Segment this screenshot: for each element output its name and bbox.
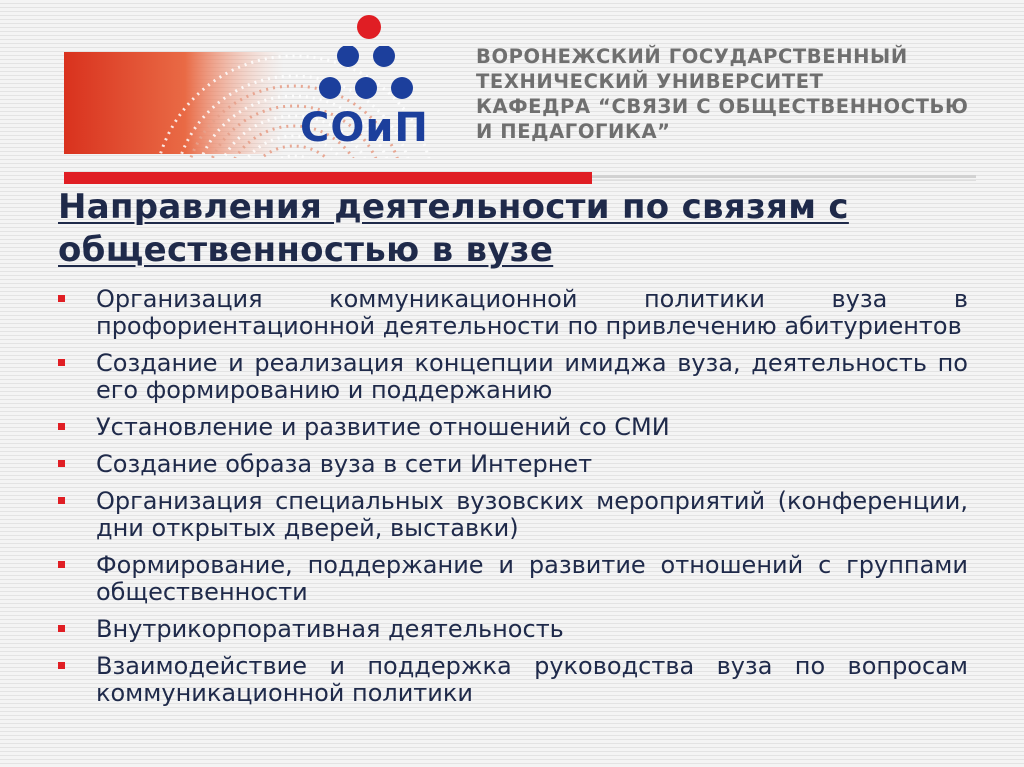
bullet-text: Формирование, поддержание и развитие отношений с группами общественности [96,551,968,606]
bullet-text: Установление и развитие отношений со СМИ [96,413,670,441]
university-header [476,44,1006,144]
bullet-text: Создание и реализация концепции имиджа вуза, деятельность по его формированию и поддержанию [96,349,968,404]
bullet-marker [58,423,65,430]
bullet-item [58,451,968,478]
bullet-item [58,616,968,643]
logo-text: СОиП [300,105,429,151]
bullet-text: Организация коммуникационной политики вуза в профориентационной деятельности по привлечению абитуриентов [96,285,968,340]
bullet-text: Создание образа вуза в сети Интернет [96,450,593,478]
university-line: ВОРОНЕЖСКИЙ ГОСУДАРСТВЕННЫЙ [476,45,908,68]
bullet-item [58,286,968,340]
bullet-text: Внутрикорпоративная деятельность [96,615,564,643]
bullet-item [58,552,968,606]
department-line: КАФЕДРА “СВЯЗИ С ОБЩЕСТВЕННОСТЬЮ [476,95,969,118]
slide-title: Направления деятельности по связям с общественностью в вузе [58,187,849,270]
bullet-item [58,488,968,542]
logo-red-circle [356,14,382,40]
header-divider-gray-thin [592,180,976,181]
bullet-marker [58,561,65,568]
bullet-marker [58,460,65,467]
bullet-item [58,414,968,441]
bullet-marker [58,295,65,302]
header-divider-gray [592,175,976,178]
university-line: ТЕХНИЧЕСКИЙ УНИВЕРСИТЕТ [476,70,824,93]
bullet-list [58,286,968,717]
bullet-item [58,653,968,707]
bullet-text: Взаимодействие и поддержка руководства вуза по вопросам коммуникационной политики [96,652,968,707]
bullet-item [58,350,968,404]
bullet-marker [58,497,65,504]
header-divider-red [64,172,592,184]
bullet-marker [58,359,65,366]
bullet-marker [58,625,65,632]
bullet-marker [58,662,65,669]
department-line: И ПЕДАГОГИКА” [476,120,671,143]
bullet-text: Организация специальных вузовских мероприятий (конференции, дни открытых дверей, выставки) [96,487,968,542]
